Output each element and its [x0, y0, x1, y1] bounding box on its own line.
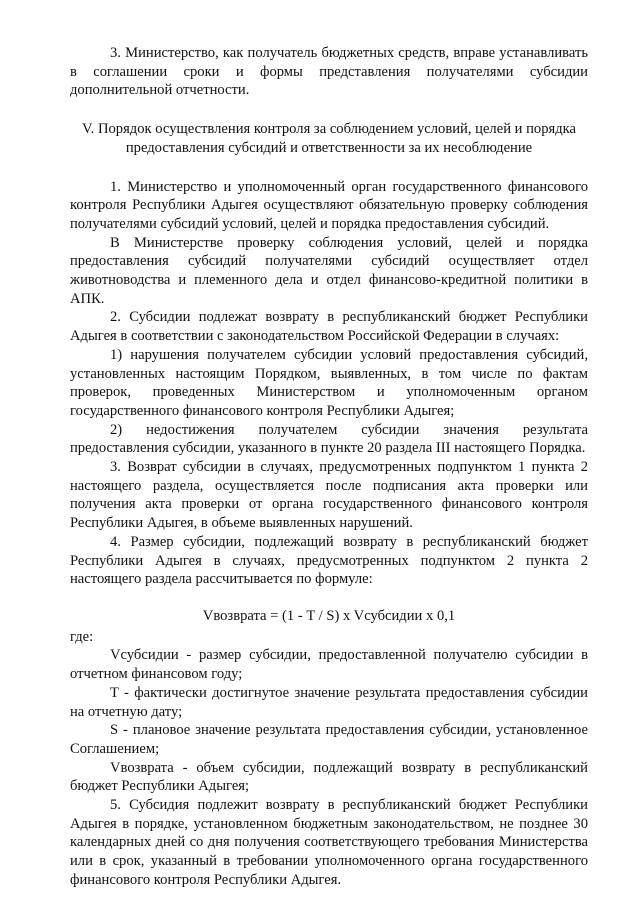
- definition-t: T - фактически достигнутое значение результата предоставления субсидии на отчетную дату;: [70, 684, 588, 720]
- paragraph-4: 4. Размер субсидии, подлежащий возврату в республиканский бюджет Республики Адыгея в случаях, предусмотренных подпунктом 2 пункта 2 настоящего раздела рассчитывается по формуле:: [70, 533, 588, 588]
- paragraph-3: 3. Возврат субсидии в случаях, предусмотренных подпунктом 1 пункта 2 настоящего раздела, осуществляется после подписания акта проверки или получения акта проверки от органа государственного финансового контроля Республики Адыгея, в объеме выявленных нарушений.: [70, 459, 588, 532]
- where-label: где:: [70, 628, 94, 645]
- document-body: [70, 44, 588, 890]
- definition-s: S - плановое значение результата предоставления субсидии, установленное Соглашением;: [70, 722, 588, 757]
- paragraph-ministry-check: В Министерстве проверку соблюдения условий, целей и порядка предоставления субсидий получателями субсидий осуществляет отдел животноводства и племенного дела и отдел финансово-кредитной политики в АПК.: [70, 234, 588, 307]
- section-heading: V. Порядок осуществления контроля за соблюдением условий, целей и порядка предоставления субсидий и ответственности за их несоблюдение: [82, 121, 576, 156]
- refund-formula: Vвозврата = (1 - T / S) x Vсубсидии x 0,1: [202, 607, 456, 624]
- paragraph-2-item-1: 1) нарушения получателем субсидии условий предоставления субсидий, установленных настоящим Порядком, выявленных, в том числе по фактам проверок, проведенных Министерством и уполномоченным органом государственного финансового контроля Республики Адыгея;: [70, 346, 588, 419]
- paragraph-2-item-2: 2) недостижения получателем субсидии значения результата предоставления субсидии, указанного в пункте 20 раздела III настоящего Порядка.: [70, 421, 588, 457]
- intro-paragraph: 3. Министерство, как получатель бюджетных средств, вправе устанавливать в соглашении сроки и формы представления получателями субсидии дополнительной отчетности.: [70, 45, 588, 99]
- definition-v-subsidy: Vсубсидии - размер субсидии, предоставленной получателю субсидии в отчетном финансовом году;: [70, 647, 588, 683]
- paragraph-1: 1. Министерство и уполномоченный орган государственного финансового контроля Республики Адыгея осуществляют обязательную проверку соблюдения получателями субсидий условий, целей и порядка предоставления субсидий.: [70, 178, 588, 232]
- paragraph-5: 5. Субсидия подлежит возврату в республиканский бюджет Республики Адыгея в порядке, установленном бюджетным законодательством, не позднее 30 календарных дней со дня получения соответствующего требования Министерства или в срок, указанный в требовании уполномоченного органа государственного финансового контроля Республики Адыгея.: [70, 797, 588, 888]
- paragraph-2: 2. Субсидии подлежат возврату в республиканский бюджет Республики Адыгея в соответствии с законодательством Российской Федерации в случаях:: [70, 309, 588, 345]
- definition-v-refund: Vвозврата - объем субсидии, подлежащий возврату в республиканский бюджет Республики Адыгея;: [70, 759, 588, 795]
